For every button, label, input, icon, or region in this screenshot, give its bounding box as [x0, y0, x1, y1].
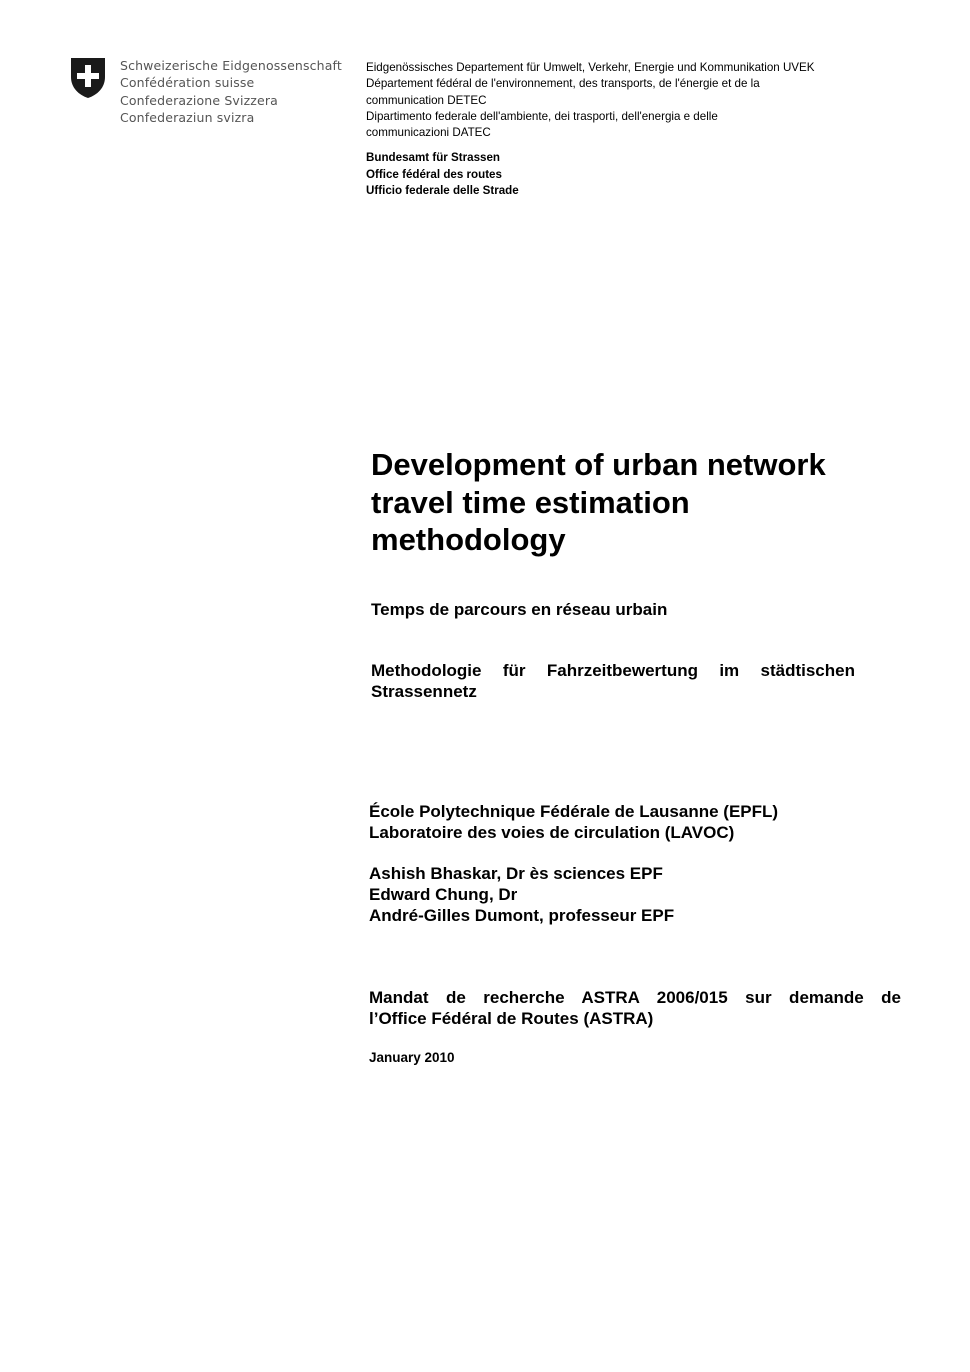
subtitle-french: Temps de parcours en réseau urbain: [371, 600, 668, 619]
confederation-names: [120, 57, 342, 126]
office-name-de: Bundesamt für Strassen: [366, 151, 501, 164]
department-line: communication DETEC: [366, 93, 487, 107]
institution-name: École Polytechnique Fédérale de Lausanne (EPFL): [369, 802, 779, 821]
department-block: [366, 60, 866, 141]
office-block: [366, 150, 519, 200]
mandate-line: Mandat de recherche ASTRA 2006/015 sur demande de: [369, 988, 901, 1007]
title-line: methodology: [371, 522, 566, 557]
office-name-it: Ufficio federale delle Strade: [366, 184, 519, 197]
institution-block: [369, 801, 778, 843]
confederation-name-de: Schweizerische Eidgenossenschaft: [120, 58, 342, 73]
department-line: Département fédéral de l'environnement, des transports, de l'énergie et de la: [366, 77, 760, 91]
confederation-name-it: Confederazione Svizzera: [120, 92, 278, 108]
author: Edward Chung, Dr: [369, 885, 518, 904]
subtitle-german: [371, 661, 855, 702]
department-line: communicazioni DATEC: [366, 126, 491, 140]
subtitle-german-line: Strassennetz: [371, 681, 477, 701]
office-name-fr: Office fédéral des routes: [366, 167, 502, 181]
author: André-Gilles Dumont, professeur EPF: [369, 906, 675, 925]
report-date: January 2010: [369, 1050, 455, 1065]
cross-horizontal: [77, 73, 99, 79]
subtitle-german-line: Methodologie für Fahrzeitbewertung im städtischen: [371, 661, 855, 680]
department-line: Dipartimento federale dell'ambiente, dei trasporti, dell'energia e delle: [366, 109, 718, 123]
confederation-name-rm: Confederaziun svizra: [120, 109, 255, 125]
research-mandate: [369, 987, 901, 1029]
author: Ashish Bhaskar, Dr ès sciences EPF: [369, 864, 663, 883]
title-line: travel time estimation: [371, 484, 690, 520]
confederation-name-fr: Confédération suisse: [120, 75, 255, 91]
mandate-line: l’Office Fédéral de Routes (ASTRA): [369, 1009, 654, 1028]
report-title: [371, 446, 891, 559]
authors-block: [369, 863, 674, 926]
federal-logo: [70, 57, 350, 127]
swiss-shield-icon: [70, 57, 106, 99]
title-line: Development of urban network: [371, 447, 826, 482]
laboratory-name: Laboratoire des voies de circulation (LAVOC): [369, 823, 735, 842]
department-line: Eidgenössisches Departement für Umwelt, Verkehr, Energie und Kommunikation UVEK: [366, 61, 815, 74]
